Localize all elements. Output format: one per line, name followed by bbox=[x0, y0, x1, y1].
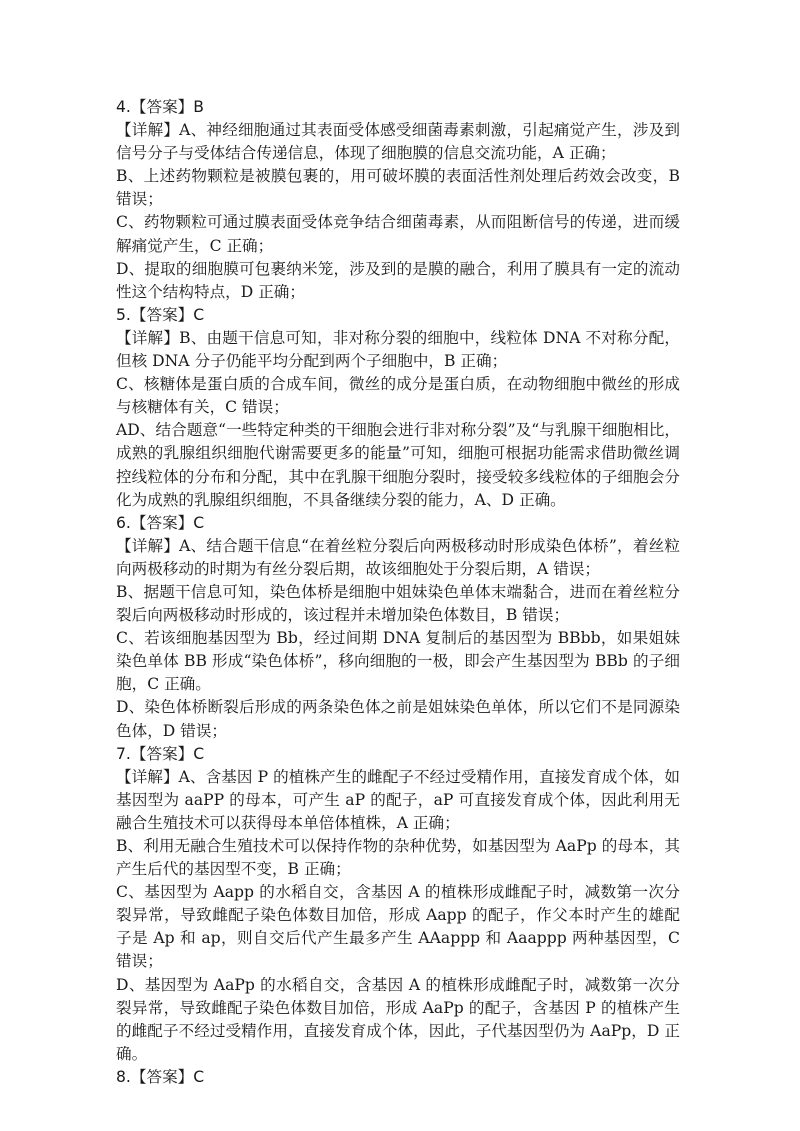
explanation-paragraph: B、上述药物颗粒是被膜包裹的，用可破坏膜的表面活性剂处理后药效会改变，B 错误； bbox=[116, 167, 680, 209]
explanation-paragraph: 【详解】A、含基因 P 的植株产生的雌配子不经过受精作用，直接发育成个体，如基因型为 aaPP 的母本，可产生 aP 的配子，aP 可直接发育成个体，因此利用无融合生殖技术可以获得母本单倍体植株，A 正确； bbox=[116, 767, 680, 832]
answer-document bbox=[116, 96, 680, 1089]
explanation-paragraph: D、提取的细胞膜可包裹纳米笼，涉及到的是膜的融合，利用了膜具有一定的流动性这个结构特点，D 正确； bbox=[116, 259, 680, 301]
explanation-paragraph: B、利用无融合生殖技术可以保持作物的杂种优势，如基因型为 AaPp 的母本，其产生后代的基因型不变，B 正确； bbox=[116, 837, 680, 879]
explanation-paragraph: B、据题干信息可知，染色体桥是细胞中姐妹染色单体末端黏合，进而在着丝粒分裂后向两极移动时形成的，该过程并未增加染色体数目，B 错误； bbox=[116, 582, 680, 625]
explanation-paragraph: 【详解】B、由题干信息可知，非对称分裂的细胞中，线粒体 DNA 不对称分配，但核 DNA 分子仍能平均分配到两个子细胞中，B 正确； bbox=[116, 328, 680, 371]
explanation-paragraph: 【详解】A、神经细胞通过其表面受体感受细菌毒素刺激，引起痛觉产生，涉及到信号分子与受体结合传递信息，体现了细胞膜的信息交流功能，A 正确； bbox=[116, 121, 680, 163]
explanation-paragraph: 【详解】A、结合题干信息“在着丝粒分裂后向两极移动时形成染色体桥”，着丝粒向两极移动的时期为有丝分裂后期，故该细胞处于分裂后期，A 错误； bbox=[116, 536, 680, 578]
answer-heading-q6: 6.【答案】C bbox=[116, 513, 205, 532]
explanation-paragraph: D、基因型为 AaPp 的水稻自交，含基因 A 的植株形成雌配子时，减数第一次分裂异常，导致雌配子染色体数目加倍，形成 AaPp 的配子，含基因 P 的植株产生的雌配子不经过受精作用，直接发育成个体，因此，子代基因型仍为 AaPp，D 正确。 bbox=[116, 975, 680, 1063]
explanation-paragraph: D、染色体桥断裂后形成的两条染色体之前是姐妹染色单体，所以它们不是同源染色体，D 错误； bbox=[116, 698, 680, 740]
explanation-paragraph: C、若该细胞基因型为 Bb，经过间期 DNA 复制后的基因型为 BBbb，如果姐妹染色单体 BB 形成“染色体桥”，移向细胞的一极，即会产生基因型为 BBb 的子细胞，C 正确。 bbox=[116, 629, 680, 694]
answer-heading-q7: 7.【答案】C bbox=[116, 744, 205, 763]
explanation-paragraph: C、基因型为 Aapp 的水稻自交，含基因 A 的植株形成雌配子时，减数第一次分裂异常，导致雌配子染色体数目加倍，形成 Aapp 的配子，作父本时产生的雄配子是 Ap 和 ap，则自交后代产生最多产生 AAappp 和 Aaappp 两种基因型，C 错误； bbox=[116, 883, 680, 971]
explanation-paragraph: C、核糖体是蛋白质的合成车间，微丝的成分是蛋白质，在动物细胞中微丝的形成与核糖体有关，C 错误； bbox=[116, 375, 680, 417]
answer-heading-q4: 4.【答案】B bbox=[116, 98, 204, 116]
answer-heading-q8: 8.【答案】C bbox=[116, 1067, 205, 1086]
explanation-paragraph: C、药物颗粒可通过膜表面受体竞争结合细菌毒素，从而阻断信号的传递，进而缓解痛觉产生，C 正确； bbox=[116, 213, 680, 255]
answer-heading-q5: 5.【答案】C bbox=[116, 305, 205, 324]
explanation-paragraph: AD、结合题意“一些特定种类的干细胞会进行非对称分裂”及“与乳腺干细胞相比，成熟的乳腺组织细胞代谢需要更多的能量”可知，细胞可根据功能需求借助微丝调控线粒体的分布和分配，其中在乳腺干细胞分裂时，接受较多线粒体的子细胞会分化为成熟的乳腺组织细胞，不具备继续分裂的能力，A、D 正确。 bbox=[116, 421, 680, 509]
